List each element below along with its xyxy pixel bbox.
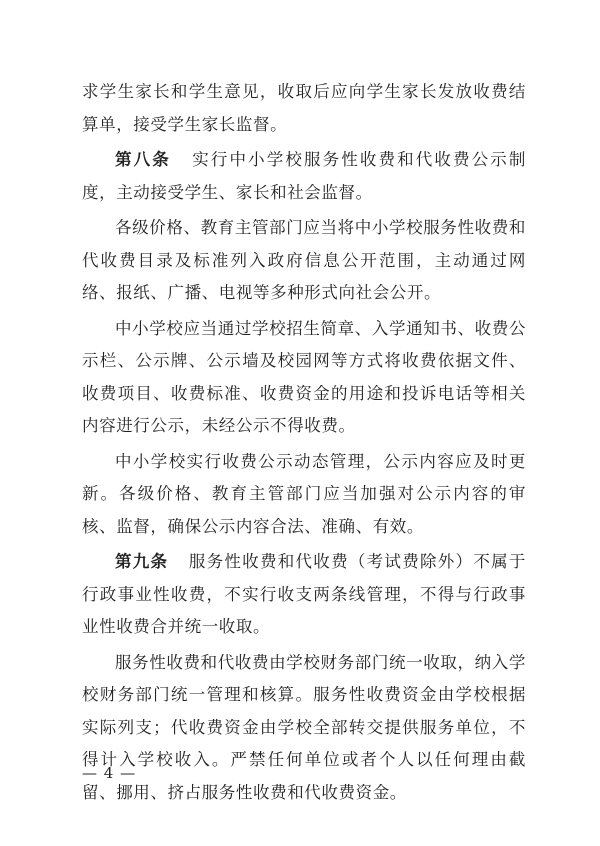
body-text	[82, 76, 526, 812]
paragraph-disclosure-methods	[82, 313, 526, 443]
article-9-text: 服务性收费和代收费（考试费除外）不属于行政事业性收费，不实行收支两条线管理，不得与行政事业性收费合并统一收取。	[82, 552, 526, 636]
paragraph-text: 求学生家长和学生意见，收取后应向学生家长发放收费结算单，接受学生家长监督。	[82, 82, 526, 134]
paragraph-disclosure-scope	[82, 212, 526, 310]
page-number: — 4 —	[82, 764, 137, 782]
paragraph-text: 中小学校实行收费公示动态管理，公示内容应及时更新。各级价格、教育主管部门应当加强对公示内容的审核、监督，确保公示内容合法、准确、有效。	[82, 451, 526, 536]
paragraph-text: 各级价格、教育主管部门应当将中小学校服务性收费和代收费目录及标准列入政府信息公开范围，主动通过网络、报纸、广播、电视等多种形式向社会公开。	[82, 218, 526, 302]
paragraph-text: 服务性收费和代收费由学校财务部门统一收取，纳入学校财务部门统一管理和核算。服务性收费资金由学校根据实际列支；代收费资金由学校全部转交提供服务单位，不得计入学校收入。严禁任何单位或者个人以任何理由截留、挪用、挤占服务性收费和代收费资金。	[82, 652, 526, 802]
paragraph-text: 中小学校应当通过学校招生简章、入学通知书、收费公示栏、公示牌、公示墙及校园网等方式将收费依据文件、收费项目、收费标准、收费资金的用途和投诉电话等相关内容进行公示，未经公示不得收费。	[82, 318, 526, 435]
article-9-heading: 第九条	[115, 552, 169, 571]
article-8-heading: 第八条	[115, 150, 171, 169]
paragraph-fund-management	[82, 647, 526, 810]
article-8-paragraph	[82, 144, 526, 209]
paragraph-continuation	[82, 76, 526, 141]
article-8-text: 实行中小学校服务性收费和代收费公示制度，主动接受学生、家长和社会监督。	[82, 150, 526, 202]
article-9-paragraph	[82, 546, 526, 644]
paragraph-dynamic-management	[82, 446, 526, 544]
